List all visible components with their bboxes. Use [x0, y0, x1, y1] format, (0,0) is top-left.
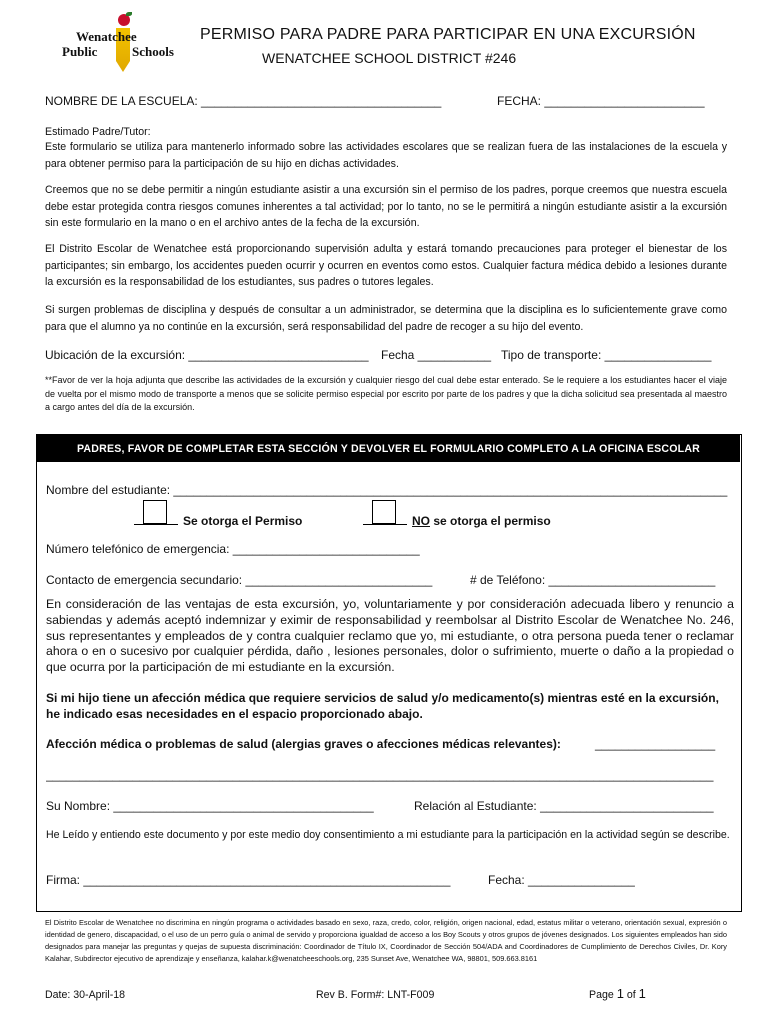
page-of: of — [623, 989, 639, 1001]
medical-statement: Si mi hijo tiene un afección médica que requiere servicios de salud y/o medicamento(s) mientras esté en la excursión, he indicado esas necesidades en el espacio proporcionado abajo. — [46, 691, 719, 721]
date-field[interactable]: FECHA: ________________________ — [497, 94, 705, 108]
consent-statement: He Leído y entiendo este documento y por este medio doy consentimiento a mi estudiante para la participación en la actividad según se describe. — [46, 829, 730, 841]
page-title: PERMISO PARA PADRE PARA PARTICIPAR EN UNA EXCURSIÓN — [200, 26, 696, 43]
parent-name-field[interactable]: Su Nombre: _______________________________________ — [46, 799, 374, 813]
attachment-note: **Favor de ver la hoja adjunta que describe las actividades de la excursión y cualquier riesgo del cual debe estar enterado. Se le requiere a los estudiantes hacer el viaje de vuelta por el mismo modo de transporte a menos que se solicite permiso especial por escrito por parte de los padres y que la dicha solicitud sea presentada al maestro a cargo antes del día de la excursión. — [45, 375, 727, 412]
secondary-phone-field[interactable]: # de Teléfono: _________________________ — [470, 573, 716, 587]
medical-answer-line-2[interactable]: ____________________________________________________________________________________________________ — [46, 768, 714, 782]
permit-denied-rest: se otorga el permiso — [430, 514, 551, 528]
transport-type-field[interactable]: Tipo de transporte: ________________ — [501, 348, 712, 362]
permit-denied-no: NO — [412, 514, 430, 528]
permit-denied-checkbox[interactable] — [372, 500, 396, 524]
nondiscrimination-notice: El Distrito Escolar de Wenatchee no discrimina en ningún programa o actividades basado en sexo, raza, credo, color, religión, origen nacional, edad, estatus militar o veterano, orientación sexual, expresión o identidad de genero, discapacidad, o el uso de un perro guía o animal de servido y proporciona igualdad de acceso a los Boy Scouts y otros grupos de jóvenes designados. Los siguientes empleados han sido designados para manejar las preguntas y quejas de supuesta discriminación: Coordinador de Título IX, Coordinador de Sección 504/ADA and Coordinadores de Cumplimiento de Derechos Civiles, Dr. Kory Kalahar, Subdirector ejecutivo de aprendizaje y enseñanza, kalahar.k@wenatcheeschools.org, 235 Sunset Ave, Wenatchee WA, 98801, 509.663.8161 — [45, 918, 727, 963]
liability-waiver: En consideración de las ventajas de esta excursión, yo, voluntariamente y por consideración adecuada libero y renuncio a sabiendas y además aceptó indemnizar y eximir de responsabilidad y reembolsar al Distrito Escolar de Wenatchee No. 246, sus representantes y empleados de y contra cualquier reclamo que yo, mi estudiante, o otra persona pueda tener o reclamar ahora o en o sucesivo por cualquier pérdida, daño , lesiones personales, dolor o sufrimiento, muerte o daño a la propiedad o que ocurra por la participación de mi estudiante en la excursión. — [46, 597, 734, 675]
school-name-field[interactable]: NOMBRE DE LA ESCUELA: ____________________________________ — [45, 94, 442, 108]
page-total: 1 — [638, 986, 646, 1001]
permit-granted-label: Se otorga el Permiso — [183, 514, 303, 528]
section-banner: PADRES, FAVOR DE COMPLETAR ESTA SECCIÓN Y DEVOLVER EL FORMULARIO COMPLETO A LA OFICINA ESCOLAR — [37, 435, 740, 462]
permit-denied-label — [412, 514, 551, 528]
permit-denied-underline — [363, 524, 407, 525]
letter-paragraph-1: Este formulario se utiliza para mantenerlo informado sobre las actividades escolares que se realizan fuera de las instalaciones de la escuela y para obtener permiso para la participación de su hijo en dichas actividades. — [45, 141, 727, 170]
trip-location-field[interactable]: Ubicación de la excursión: ___________________________ — [45, 348, 369, 362]
footer-form-number: Rev B. Form#: LNT-F009 — [316, 989, 435, 1001]
signature-date-field[interactable]: Fecha: ________________ — [488, 873, 635, 887]
student-name-field[interactable]: Nombre del estudiante: ___________________________________________________________________________________ — [46, 483, 728, 497]
medical-answer-field[interactable]: __________________ — [595, 737, 716, 751]
page-number — [589, 986, 646, 1001]
leaf-icon — [126, 12, 132, 16]
relationship-field[interactable]: Relación al Estudiante: __________________________ — [414, 799, 714, 813]
medical-question: Afección médica o problemas de salud (alergias graves o afecciones médicas relevantes): — [46, 737, 561, 751]
page-current: 1 — [616, 986, 624, 1001]
logo-text-schools: Schools — [132, 44, 174, 59]
permit-granted-underline — [134, 524, 178, 525]
footer-date: Date: 30-April-18 — [45, 989, 126, 1001]
logo-text-public: Public — [62, 44, 98, 59]
logo-text-line1: Wenatchee — [76, 29, 137, 44]
page-prefix: Page — [589, 989, 617, 1001]
emergency-phone-field[interactable]: Número telefónico de emergencia: ____________________________ — [46, 542, 420, 556]
district-logo — [62, 14, 182, 76]
secondary-contact-field[interactable]: Contacto de emergencia secundario: ____________________________ — [46, 573, 433, 587]
trip-date-field[interactable]: Fecha ___________ — [381, 348, 492, 362]
signature-field[interactable]: Firma: _______________________________________________________ — [46, 873, 451, 887]
page-subtitle: WENATCHEE SCHOOL DISTRICT #246 — [262, 50, 517, 66]
letter-paragraph-4: Si surgen problemas de disciplina y después de consultar a un administrador, se determina que la disciplina es lo suficientemente grave como para que el alumno ya no continúe en la excursión, será responsabilidad del padre de recoger a su hijo del evento. — [45, 304, 727, 333]
permit-granted-checkbox[interactable] — [143, 500, 167, 524]
letter-paragraph-3: El Distrito Escolar de Wenatchee está proporcionando supervisión adulta y estará tomando precauciones para proteger el bienestar de los participantes; sin embargo, los accidentes pueden ocurrir y ocurren en eventos como estos. Cualquier factura médica debido a lesiones durante la excursión es la responsabilidad de los estudiantes, sus padres o tutores legales. — [45, 243, 727, 288]
letter-greeting: Estimado Padre/Tutor: — [45, 126, 151, 138]
letter-paragraph-2: Creemos que no se debe permitir a ningún estudiante asistir a una excursión sin el permiso de los padres, porque creemos que nuestra escuela debe estar protegida contra riesgos comunes inherentes a tal actividad; por lo tanto, no se le permitirá a ningún estudiante asistir a la excursión sin este formulario en la mano o en el archivo antes de la fecha de la excursión. — [45, 184, 727, 229]
